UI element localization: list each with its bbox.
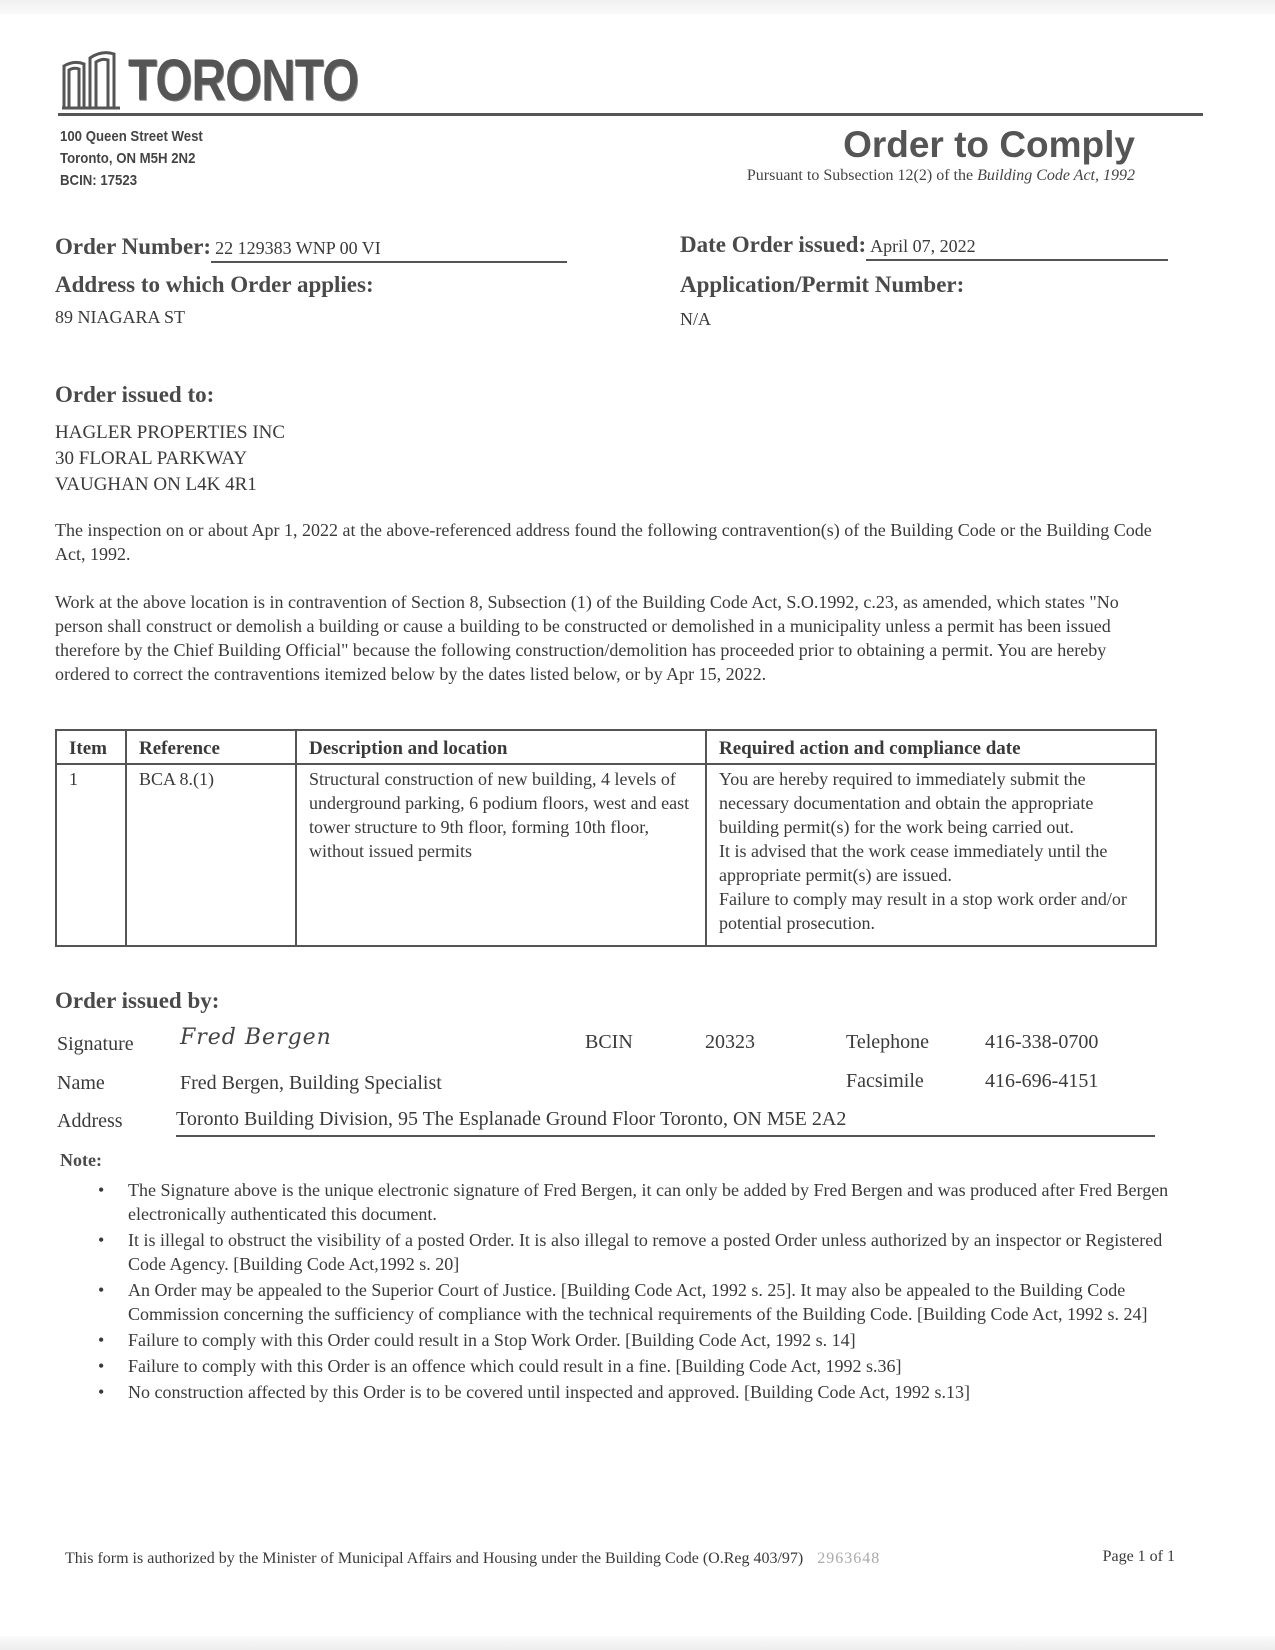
city-address-line: Toronto, ON M5H 2N2	[60, 150, 196, 167]
city-address	[60, 126, 203, 192]
page-number: Page 1 of 1	[1102, 1548, 1175, 1565]
bullet-icon: •	[98, 1330, 105, 1350]
issued-to-line: 30 FLORAL PARKWAY	[55, 448, 248, 469]
order-number-field	[55, 234, 567, 263]
issued-to-address	[55, 420, 285, 498]
name-value: Fred Bergen, Building Specialist	[180, 1072, 442, 1094]
footer	[65, 1550, 880, 1568]
subtitle-act: Building Code Act, 1992	[977, 167, 1135, 184]
cell-item: 1	[56, 764, 126, 946]
signature-label: Signature	[57, 1033, 134, 1055]
fax-value: 416-696-4151	[985, 1070, 1099, 1092]
address-value: Toronto Building Division, 95 The Esplanade Ground Floor Toronto, ON M5E 2A2	[176, 1108, 847, 1130]
document-subtitle	[747, 167, 1135, 185]
note-item	[92, 1228, 1172, 1276]
notes-list	[92, 1178, 1172, 1406]
date-issued-field	[680, 232, 1168, 261]
date-issued-value: April 07, 2022	[866, 236, 1168, 261]
column-header-item: Item	[56, 730, 126, 764]
telephone-value: 416-338-0700	[985, 1031, 1099, 1053]
city-hall-icon	[60, 48, 122, 110]
signature-value: Fred Bergen	[180, 1025, 332, 1050]
note-text: An Order may be appealed to the Superior Court of Justice. [Building Code Act, 1992 s. 25]. It may also be appealed to the Building Code Commission concerning the sufficiency of compliance with the technical requirements of the Building Code. [Building Code Act, 1992 s. 24]	[128, 1280, 1148, 1324]
column-header-reference: Reference	[126, 730, 296, 764]
permit-number-value: N/A	[680, 309, 711, 329]
address-underline	[176, 1135, 1155, 1137]
city-address-line: 100 Queen Street West	[60, 128, 203, 145]
bullet-icon: •	[98, 1180, 105, 1200]
issued-to-line: HAGLER PROPERTIES INC	[55, 422, 286, 443]
table-row	[56, 764, 1156, 946]
permit-number-label: Application/Permit Number:	[680, 272, 965, 297]
bullet-icon: •	[98, 1356, 105, 1376]
action-text: You are hereby required to immediately submit the necessary documentation and obtain the appropriate building permit(s) for the work being carried out.	[719, 769, 1094, 837]
bcin-label: BCIN	[585, 1031, 633, 1053]
cell-reference: BCA 8.(1)	[126, 764, 296, 946]
column-header-action: Required action and compliance date	[706, 730, 1156, 764]
cell-description: Structural construction of new building, 4 levels of underground parking, 6 podium floors, west and east tower structure to 9th floor, forming 10th floor, without issued permits	[296, 764, 706, 946]
order-number-label: Order Number:	[55, 234, 212, 259]
note-item	[92, 1178, 1172, 1226]
issued-to-line: VAUGHAN ON L4K 4R1	[55, 474, 257, 495]
issued-to-label: Order issued to:	[55, 382, 215, 407]
note-text: No construction affected by this Order is to be covered until inspected and approved. [Building Code Act, 1992 s.13]	[128, 1382, 970, 1402]
cell-action	[706, 764, 1156, 946]
bullet-icon: •	[98, 1280, 105, 1300]
subtitle-prefix: Pursuant to Subsection 12(2) of the	[746, 167, 978, 184]
action-text: Failure to comply may result in a stop work order and/or potential prosecution.	[719, 889, 1127, 933]
contraventions-table	[55, 729, 1157, 947]
column-header-description: Description and location	[296, 730, 706, 764]
note-item	[92, 1380, 1172, 1404]
city-bcin: BCIN: 17523	[60, 172, 138, 189]
address-applies-label: Address to which Order applies:	[55, 272, 374, 297]
address-applies-value: 89 NIAGARA ST	[55, 307, 186, 327]
footer-text: This form is authorized by the Minister of Municipal Affairs and Housing under the Building Code (O.Reg 403/97)	[65, 1550, 804, 1567]
toronto-logo	[60, 48, 409, 113]
fax-label: Facsimile	[846, 1070, 924, 1092]
scan-edge-bottom	[0, 1636, 1275, 1650]
note-item	[92, 1354, 1172, 1378]
note-item	[92, 1278, 1172, 1326]
issued-by-label: Order issued by:	[55, 988, 220, 1013]
note-text: Failure to comply with this Order could result in a Stop Work Order. [Building Code Act, 1992 s. 14]	[128, 1330, 856, 1350]
note-text: Failure to comply with this Order is an offence which could result in a fine. [Building Code Act, 1992 s.36]	[128, 1356, 902, 1376]
action-text: It is advised that the work cease immediately until the appropriate permit(s) are issued.	[719, 841, 1108, 885]
table-header-row	[56, 730, 1156, 764]
date-issued-label: Date Order issued:	[680, 232, 867, 257]
bullet-icon: •	[98, 1382, 105, 1402]
header-divider	[58, 113, 1203, 116]
note-text: It is illegal to obstruct the visibility of a posted Order. It is also illegal to remove a posted Order unless authorized by an inspector or Registered Code Agency. [Building Code Act,1992 s. 20]	[128, 1230, 1163, 1274]
order-number-value: 22 129383 WNP 00 VI	[211, 238, 567, 263]
telephone-label: Telephone	[846, 1031, 930, 1053]
note-text: The Signature above is the unique electronic signature of Fred Bergen, it can only be added by Fred Bergen and was produced after Fred Bergen electronically authenticated this document.	[128, 1180, 1169, 1224]
bullet-icon: •	[98, 1230, 105, 1250]
contravention-paragraph: Work at the above location is in contravention of Section 8, Subsection (1) of the Building Code Act, S.O.1992, c.23, as amended, which states "No person shall construct or demolish a building or cause a building to be constructed or demolished in a municipality unless a permit has been issued therefore by the Chief Building Official" because the following construction/demolition has proceeded prior to obtaining a permit. You are hereby ordered to correct the contraventions itemized below by the dates listed below, or by Apr 15, 2022.	[55, 592, 1119, 684]
address-label: Address	[57, 1110, 123, 1132]
note-item	[92, 1328, 1172, 1352]
document-number: 2963648	[817, 1550, 881, 1567]
scan-edge-top	[0, 0, 1275, 14]
document-title: Order to Comply	[843, 124, 1135, 165]
logo-text: TORONTO	[128, 48, 359, 113]
name-label: Name	[57, 1072, 105, 1094]
inspection-paragraph: The inspection on or about Apr 1, 2022 at the above-referenced address found the following contravention(s) of the Building Code or the Building Code Act, 1992.	[55, 520, 1152, 564]
bcin-value: 20323	[705, 1031, 755, 1053]
note-label: Note:	[60, 1150, 102, 1170]
